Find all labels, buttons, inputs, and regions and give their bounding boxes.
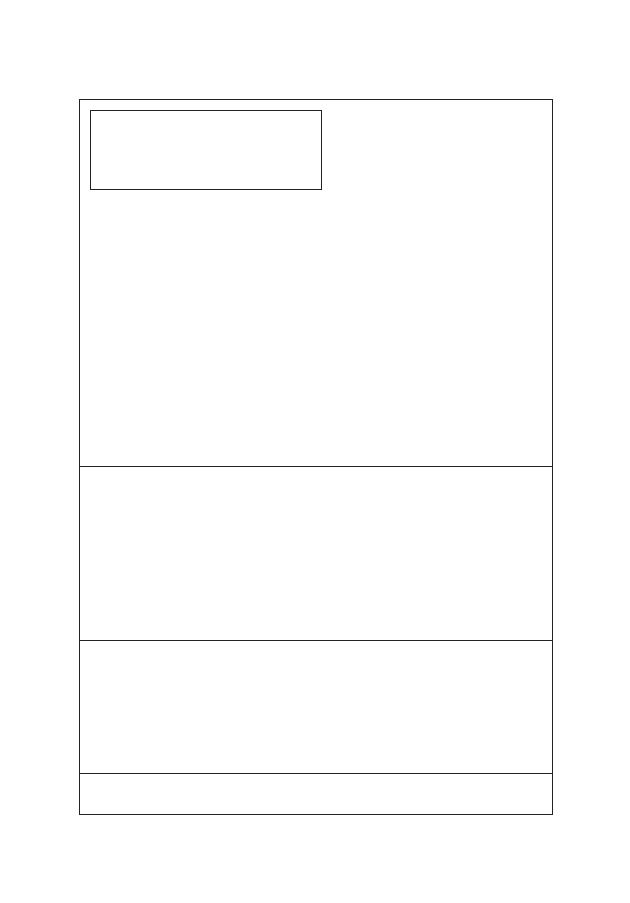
section-divider: [80, 773, 552, 774]
section-divider: [80, 640, 552, 641]
address-box: [90, 110, 322, 190]
form-frame: [79, 99, 553, 815]
section-divider: [80, 466, 552, 467]
